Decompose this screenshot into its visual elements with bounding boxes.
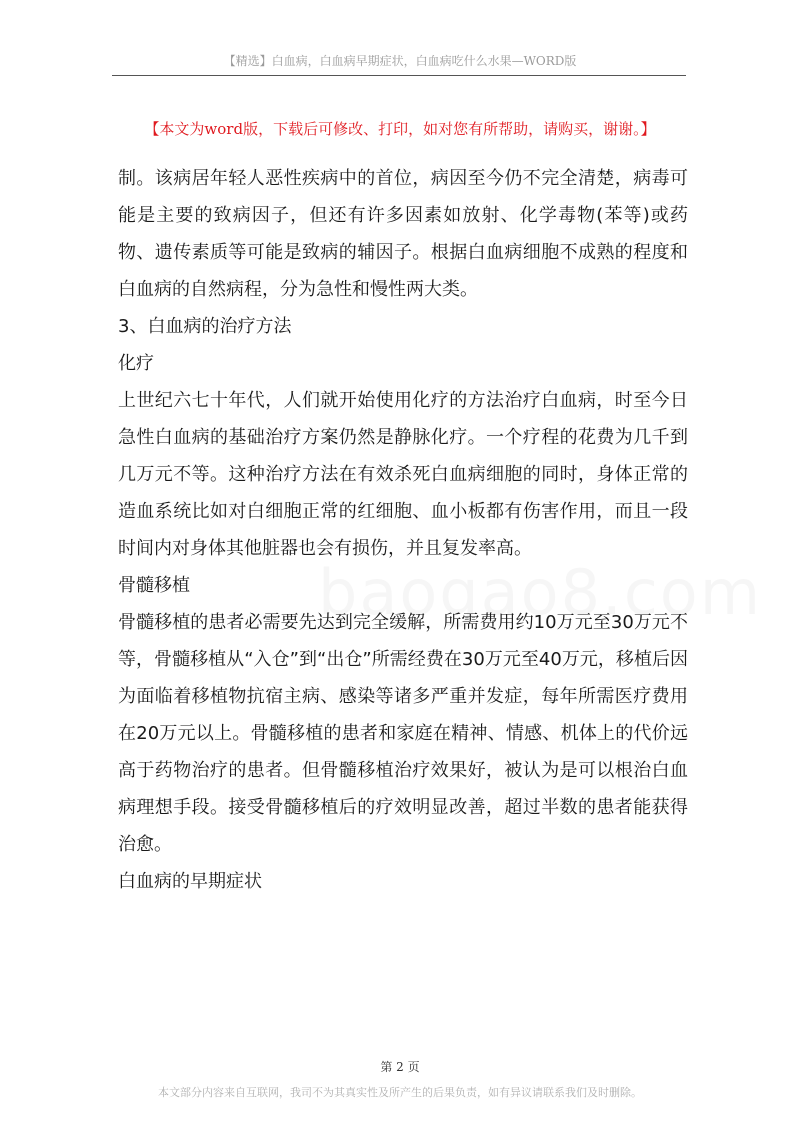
document-body [118, 160, 688, 900]
heading-chemotherapy: 化疗 [118, 353, 154, 374]
paragraph-bone-marrow: 骨髓移植的患者必需要先达到完全缓解，所需费用约10万元至30万元不等，骨髓移植从“入仓”到“出仓”所需经费在30万元至40万元，移植后因为面临着移植物抗宿主病、感染等诸多严重并发症，每年所需医疗费用在20万元以上。骨髓移植的患者和家庭在精神、情感、机体上的代价远高于药物治疗的患者。但骨髓移植治疗效果好，被认为是可以根治白血病理想手段。接受骨髓移植后的疗效明显改善，超过半数的患者能获得治愈。 [118, 612, 688, 855]
heading-treatment-methods: 3、白血病的治疗方法 [118, 316, 292, 337]
page-number: 第 2 页 [380, 1060, 420, 1074]
paragraph-cause: 制。该病居年轻人恶性疾病中的首位，病因至今仍不完全清楚，病毒可能是主要的致病因子，但还有许多因素如放射、化学毒物(苯等)或药物、遗传素质等可能是致病的辅因子。根据白血病细胞不成熟的程度和白血病的自然病程，分为急性和慢性两大类。 [118, 168, 688, 300]
heading-early-symptoms: 白血病的早期症状 [118, 871, 262, 892]
footer-disclaimer: 本文部分内容来自互联网，我司不为其真实性及所产生的后果负责，如有异议请联系我们及时删除。 [158, 1086, 642, 1099]
header-divider [112, 75, 686, 76]
page-header-title: 【精选】白血病，白血病早期症状，白血病吃什么水果—WORD版 [223, 54, 577, 68]
paragraph-chemotherapy: 上世纪六七十年代，人们就开始使用化疗的方法治疗白血病，时至今日急性白血病的基础治疗方案仍然是静脉化疗。一个疗程的花费为几千到几万元不等。这种治疗方法在有效杀死白血病细胞的同时，身体正常的造血系统比如对白细胞正常的红细胞、血小板都有伤害作用，而且一段时间内对身体其他脏器也会有损伤，并且复发率高。 [118, 390, 688, 559]
purchase-notice: 【本文为word版，下载后可修改、打印，如对您有所帮助，请购买，谢谢。】 [144, 120, 656, 138]
heading-bone-marrow: 骨髓移植 [118, 575, 190, 596]
